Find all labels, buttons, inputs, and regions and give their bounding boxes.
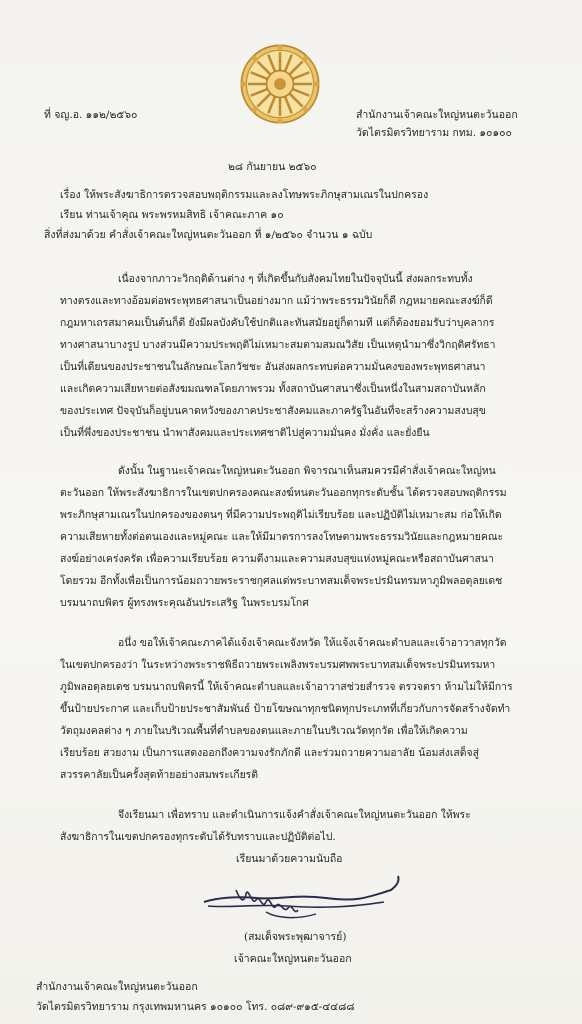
paragraph-line: เป็นที่เดียนของประชาชนในลักษณะโลกวัชชะ อันส่งผลกระทบต่อความมั่นคงของพระพุทธศาสนา bbox=[60, 361, 486, 373]
footer-office: สำนักงานเจ้าคณะใหญ่หนตะวันออก bbox=[36, 981, 198, 993]
paragraph-line: เป็นที่พึ่งของประชาชน นำพาสังคมและประเทศชาติไปสู่ความมั่นคง มั่งคั่ง และยั่งยืน bbox=[60, 427, 430, 439]
paragraph-line: บรมนาถบพิตร ผู้ทรงพระคุณอันประเสริฐ ในพระบรมโกศ bbox=[60, 597, 309, 609]
letter-date: ๒๘ กันยายน ๒๕๖๐ bbox=[228, 161, 317, 173]
footer-contact: วัดไตรมิตรวิทยาราม กรุงเทพมหานคร ๑๐๑๐๐ โทร. ๐๘๙-๙๑๕-๔๔๘๘ bbox=[36, 1001, 355, 1013]
subject-line: เรื่อง ให้พระสังฆาธิการตรวจสอบพฤติกรรมและลงโทษพระภิกษุสามเณรในปกครอง bbox=[60, 189, 429, 201]
paragraph-line: จึงเรียนมา เพื่อทราบ และดำเนินการแจ้งคำสั่งเจ้าคณะใหญ่หนตะวันออก ให้พระ bbox=[118, 809, 471, 821]
paragraph-line: สงฆ์อย่างเคร่งครัด เพื่อความเรียบร้อย ความดีงามและความสงบสุขแห่งหมู่คณะหรือสถาบันศาสนา bbox=[60, 553, 494, 565]
recipient-line: เรียน ท่านเจ้าคุณ พระพรหมสิทธิ เจ้าคณะภาค ๑๐ bbox=[60, 209, 284, 221]
paragraph-line: สังฆาธิการในเขตปกครองทุกระดับได้รับทราบและปฏิบัติต่อไป. bbox=[60, 831, 336, 843]
paragraph-line: อนึ่ง ขอให้เจ้าคณะภาคได้แจ้งเจ้าคณะจังหวัด ให้แจ้งเจ้าคณะตำบลและเจ้าอาวาสทุกวัด bbox=[118, 637, 507, 649]
paragraph-line: และเกิดความเสียหายต่อสังฆมณฑลโดยภาพรวม ทั้งสถาบันศาสนาซึ่งเป็นหนึ่งในสามสถาบันหลัก bbox=[60, 383, 486, 395]
document-number: ที่ จญ.อ. ๑๑๒/๒๕๖๐ bbox=[44, 109, 138, 121]
paragraph-line: ขึ้นป้ายประกาศ และเก็บป้ายประชาสัมพันธ์ ป้ายโฆษณาทุกชนิดทุกประเภทที่เกี่ยวกับการจัดสร้างจัดทำ bbox=[60, 703, 511, 715]
paragraph-line: กฎมหาเถรสมาคมเป็นต้นก็ดี ยังมีผลบังคับใช้ปกติและทันสมัยอยู่ก็ตามที แต่ก็ต้องยอมรับว่าบุคลากร bbox=[60, 317, 495, 329]
office-address: วัดไตรมิตรวิทยาราม กทม. ๑๐๑๐๐ bbox=[356, 127, 512, 139]
closing-salutation: เรียนมาด้วยความนับถือ bbox=[236, 853, 343, 865]
paragraph-line: เรียบร้อย สวยงาม เป็นการแสดงออกถึงความจงรักภักดี และร่วมถวายความอาลัย น้อมส่งเสด็จสู่ bbox=[60, 747, 479, 759]
paragraph-line: ในเขตปกครองว่า ในระหว่างพระราชพิธีถวายพระเพลิงพระบรมศพพระบาทสมเด็จพระปรมินทรมหา bbox=[60, 659, 496, 671]
paragraph-line: ดังนั้น ในฐานะเจ้าคณะใหญ่หนตะวันออก พิจารณาเห็นสมควรมีคำสั่งเจ้าคณะใหญ่หน bbox=[118, 465, 496, 477]
paragraph-line: ความเสียหายทั้งต่อตนเองและหมู่คณะ และให้มีมาตรการลงโทษตามพระธรรมวินัยและกฎหมายคณะ bbox=[60, 531, 504, 543]
paragraph-line: พระภิกษุสามเณรในปกครองของตนๆ ที่มีความประพฤติไม่เรียบร้อย และปฏิบัติไม่เหมาะสม ก่อให้เกิด bbox=[60, 509, 502, 521]
enclosure-line: สิ่งที่ส่งมาด้วย คำสั่งเจ้าคณะใหญ่หนตะวันออก ที่ ๑/๒๕๖๐ จำนวน ๑ ฉบับ bbox=[44, 229, 373, 241]
paragraph-line: ทางศาสนาบางรูป บางส่วนมีความประพฤติไม่เหมาะสมตามสมณวิสัย เป็นเหตุนำมาซึ่งวิกฤติศรัทธา bbox=[60, 339, 496, 351]
signer-title: เจ้าคณะใหญ่หนตะวันออก bbox=[234, 953, 352, 965]
paragraph-line: ภูมิพลอดุลยเดช บรมนาถบพิตรนี้ ให้เจ้าคณะตำบลและเจ้าอาวาสช่วยสำรวจ ตรวจตรา ห้ามไม่ให้มีการ bbox=[60, 681, 513, 693]
paragraph-line: สวรรคาลัยเป็นครั้งสุดท้ายอย่างสมพระเกียรติ bbox=[60, 769, 258, 781]
dharma-wheel-emblem bbox=[238, 42, 322, 126]
paragraph-line: ทางตรงและทางอ้อมต่อพระพุทธศาสนาเป็นอย่างมาก แม้ว่าพระธรรมวินัยก็ดี กฎหมายคณะสงฆ์ก็ดี bbox=[60, 295, 493, 307]
paragraph-line: ตะวันออก ให้พระสังฆาธิการในเขตปกครองคณะสงฆ์หนตะวันออกทุกระดับชั้น ได้ตรวจสอบพฤติกรรม bbox=[60, 487, 507, 499]
handwritten-signature bbox=[196, 868, 406, 928]
paragraph-line: โดยรวม อีกทั้งเพื่อเป็นการน้อมถวายพระราชกุศลแด่พระบาทสมเด็จพระปรมินทรมหาภูมิพลอดุลยเดช bbox=[60, 575, 503, 587]
signer-name: (สมเด็จพระพุฒาจารย์) bbox=[244, 931, 347, 943]
paragraph-line: วัตถุมงคลต่าง ๆ ภายในบริเวณพื้นที่ตำบลของตนและภายในบริเวณวัดทุกวัด เพื่อให้เกิดความ bbox=[60, 725, 468, 737]
office-name: สำนักงานเจ้าคณะใหญ่หนตะวันออก bbox=[356, 109, 518, 121]
paragraph-line: เนื่องจากภาวะวิกฤติด้านต่าง ๆ ที่เกิดขึ้นกับสังคมไทยในปัจจุบันนี้ ส่งผลกระทบทั้ง bbox=[118, 273, 473, 285]
paragraph-line: ของประเทศ ปัจจุบันก็อยู่บนคาดหวังของภาคประชาสังคมและภาครัฐในอันที่จะสร้างความสงบสุข bbox=[60, 405, 486, 417]
